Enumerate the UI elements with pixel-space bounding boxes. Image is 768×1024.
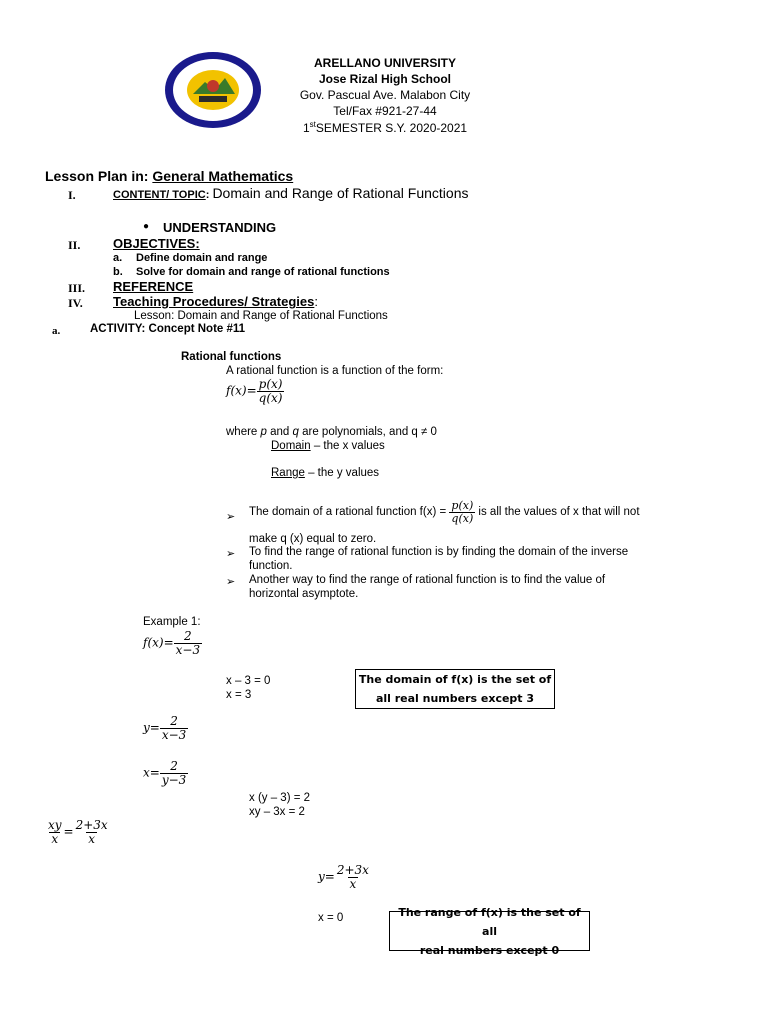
domain-definition: Domain – the x values	[271, 440, 385, 452]
section-4-number: IV.	[68, 296, 83, 310]
formula-denominator: q(x)	[258, 390, 283, 405]
header-school: Jose Rizal High School	[318, 72, 452, 86]
objectives-label: OBJECTIVES:	[113, 236, 200, 251]
header-semester	[250, 120, 520, 135]
semester-number: 1	[302, 121, 310, 135]
content-topic-text: Domain and Range of Rational Functions	[212, 185, 469, 201]
range-rule-2: Another way to find the range of rational function is to find the value of	[249, 574, 606, 586]
reference-label: REFERENCE	[113, 279, 194, 294]
formula-numerator: p(x)	[258, 377, 283, 391]
domain-rule-line2: make q (x) equal to zero.	[249, 533, 377, 545]
general-formula	[226, 378, 284, 404]
step-cross-multiply: x (y – 3) = 2	[249, 792, 311, 804]
domain-rule: The domain of a rational function f(x) = $\frac{p(x)}{q(x)}$ is all the values of x that will not	[249, 499, 640, 525]
section-1-topic	[113, 185, 468, 203]
activity-marker: a.	[52, 325, 61, 337]
range-definition: Range – the y values	[271, 467, 380, 479]
range-answer-box	[389, 905, 590, 957]
lesson-line: Lesson: Domain and Range of Rational Functions	[134, 310, 388, 322]
domain-rule-denominator: q(x)	[451, 511, 474, 525]
semester-suffix: st	[309, 120, 316, 129]
range-rule-1-line2: function.	[249, 560, 293, 572]
university-seal	[163, 50, 263, 130]
activity-label: ACTIVITY: Concept Note #11	[90, 323, 246, 335]
domain-answer-box	[355, 669, 555, 709]
where-clause: where p and q are polynomials, and q ≠ 0	[226, 426, 437, 438]
range-word: Range	[271, 467, 305, 479]
objective-b-marker: b.	[113, 266, 123, 278]
header-address: Gov. Pascual Ave. Malabon City	[299, 88, 471, 102]
content-topic-label: CONTENT/ TOPIC:	[113, 189, 213, 201]
range-rule-2-line2: horizontal asymptote.	[249, 588, 359, 600]
step-x-equals-3: x = 3	[226, 689, 252, 701]
domain-rule-numerator: p(x)	[451, 499, 474, 512]
inverse-step-y: y= $\frac{2}{x-3}$	[143, 714, 187, 742]
lesson-plan-label: Lesson Plan in:	[45, 168, 153, 184]
arrow-bullet-icon: ➢	[226, 511, 236, 523]
teaching-procedures-label: Teaching Procedures/ Strategies	[113, 294, 315, 309]
example-function: f(x)= $\frac{2}{x-3}$	[143, 629, 201, 657]
divide-step: $\frac{xy}{x}$ = $\frac{2+3x}{x}$	[48, 818, 108, 846]
arrow-bullet-icon: ➢	[226, 576, 236, 588]
range-rule-1: To find the range of rational function is by finding the domain of the inverse	[249, 546, 629, 558]
objective-a-marker: a.	[113, 252, 123, 264]
domain-answer-line2: all real numbers except 3	[375, 692, 535, 705]
lesson-plan-subject: General Mathematics	[152, 168, 294, 184]
range-answer-line2: real numbers except 0	[419, 943, 560, 957]
formula-lhs: f(x)=	[226, 383, 257, 398]
lesson-plan-title	[45, 168, 293, 184]
step-expand: xy – 3x = 2	[249, 806, 305, 818]
section-1-number: I.	[68, 188, 76, 202]
step-x-minus-3: x – 3 = 0	[226, 675, 271, 687]
objective-a: Define domain and range	[136, 252, 268, 264]
solved-y: y= $\frac{2+3x}{x}$	[318, 863, 369, 891]
objective-b: Solve for domain and range of rational functions	[136, 266, 390, 278]
section-3-number: III.	[68, 281, 86, 295]
semester-text: SEMESTER S.Y. 2020-2021	[315, 121, 468, 135]
understanding-bullet: ●	[143, 221, 150, 232]
arrow-bullet-icon: ➢	[226, 548, 236, 560]
rational-functions-heading: Rational functions	[181, 351, 282, 363]
range-answer-line1: The range of f(x) is the set of all	[398, 905, 581, 938]
step-x-equals-0: x = 0	[318, 912, 344, 924]
example-label: Example 1:	[143, 616, 201, 628]
header-university: ARELLANO UNIVERSITY	[313, 56, 456, 70]
section-2-number: II.	[68, 238, 81, 252]
domain-answer-line1: The domain of f(x) is the set of	[358, 673, 552, 686]
understanding-label: UNDERSTANDING	[163, 220, 277, 235]
domain-word: Domain	[271, 440, 311, 452]
definition-text: A rational function is a function of the form:	[226, 365, 444, 377]
teaching-procedures: Teaching Procedures/ Strategies:	[113, 294, 318, 309]
inverse-step-x: x= $\frac{2}{y-3}$	[143, 759, 187, 787]
header-telfax: Tel/Fax #921-27-44	[333, 104, 437, 118]
